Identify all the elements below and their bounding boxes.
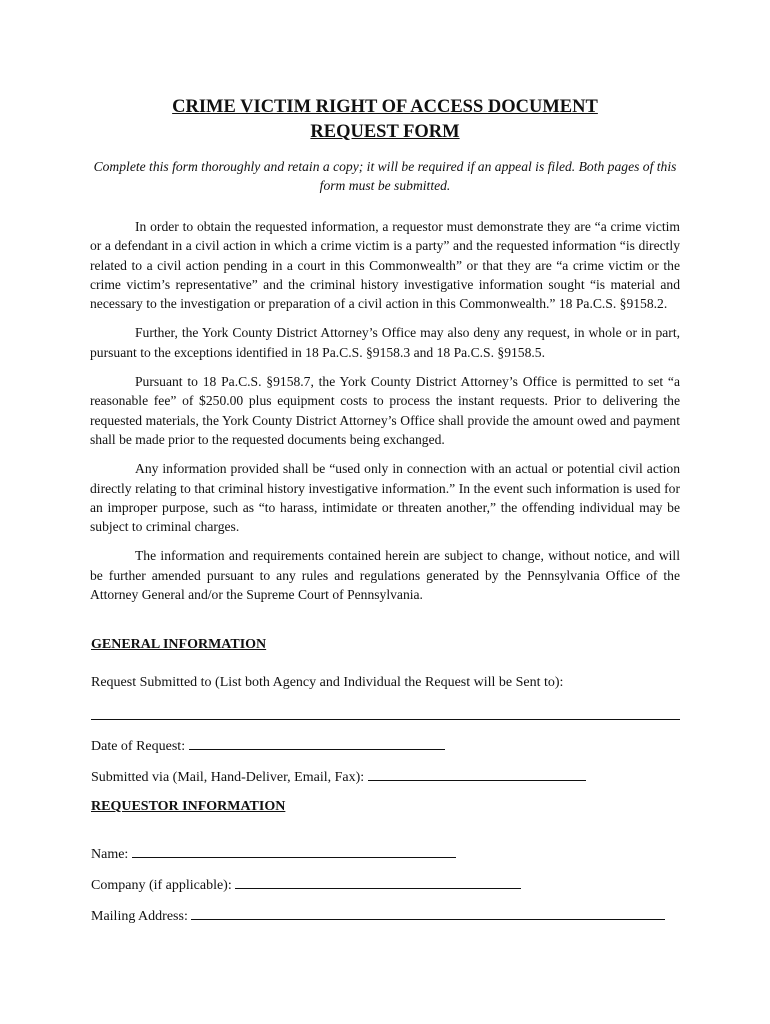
name-field[interactable] [132,844,456,858]
name-label: Name: [91,847,129,862]
form-title-line-2: REQUEST FORM [310,122,460,142]
date-of-request-field[interactable] [189,736,445,750]
paragraph-amendment: The information and requirements contained herein are subject to change, without notice, and will be further amended pursuant to any rules and regulations generated by the Pennsylvania Office of the Attorney General and/or the Supreme Court of Pennsylvania. [90,548,680,603]
general-information-heading: GENERAL INFORMATION [91,637,267,652]
submitted-via-field[interactable] [368,767,586,781]
name-row [91,844,456,864]
form-title-line-1: CRIME VICTIM RIGHT OF ACCESS DOCUMENT [172,97,598,117]
requestor-information-heading: REQUESTOR INFORMATION [91,799,286,814]
mailing-address-field[interactable] [191,906,665,920]
submitted-via-label: Submitted via (Mail, Hand-Deliver, Email, Fax): [91,770,365,785]
form-title [0,95,770,145]
form-body [90,217,680,614]
paragraph-denial: Further, the York County District Attorney’s Office may also deny any request, in whole or in part, pursuant to the exceptions identified in 18 Pa.C.S. §9158.3 and 18 Pa.C.S. §9158.5. [90,325,680,360]
submitted-via-row [91,767,586,787]
company-field[interactable] [235,875,521,889]
company-row [91,875,521,895]
paragraph-usage: Any information provided shall be “used only in connection with an actual or potential civil action directly relating to that criminal history investigative information.” In the event such information is used for an improper purpose, such as “to harass, intimidate or threaten another,” the offending individual may be subject to criminal charges. [90,461,680,535]
date-of-request-label: Date of Request: [91,739,186,754]
form-instructions: Complete this form thoroughly and retain a copy; it will be required if an appeal is filed. Both pages of this form must be submitted. [93,159,677,193]
mailing-address-label: Mailing Address: [91,909,188,924]
mailing-address-row [91,906,665,926]
request-submitted-to-field[interactable] [91,719,680,720]
paragraph-eligibility: In order to obtain the requested information, a requestor must demonstrate they are “a crime victim or a defendant in a civil action in which a crime victim is a party” and the requested information “is directly related to a civil action pending in a court in this Commonwealth” or that they are “a crime victim or the crime victim’s representative” and the criminal history investigative information sought “is material and necessary to the investigation or preparation of a civil action in this Commonwealth.” 18 Pa.C.S. §9158.2. [90,219,680,312]
paragraph-fee: Pursuant to 18 Pa.C.S. §9158.7, the York County District Attorney’s Office is permitted to set “a reasonable fee” of $250.00 plus equipment costs to process the instant requests. Prior to delivering the requested materials, the York County District Attorney’s Office shall provide the amount owed and payment shall be made prior to the requested documents being exchanged. [90,374,680,447]
company-label: Company (if applicable): [91,878,232,893]
request-submitted-to-label: Request Submitted to (List both Agency and Individual the Request will be Sent to): [91,675,564,690]
date-of-request-row [91,736,445,756]
